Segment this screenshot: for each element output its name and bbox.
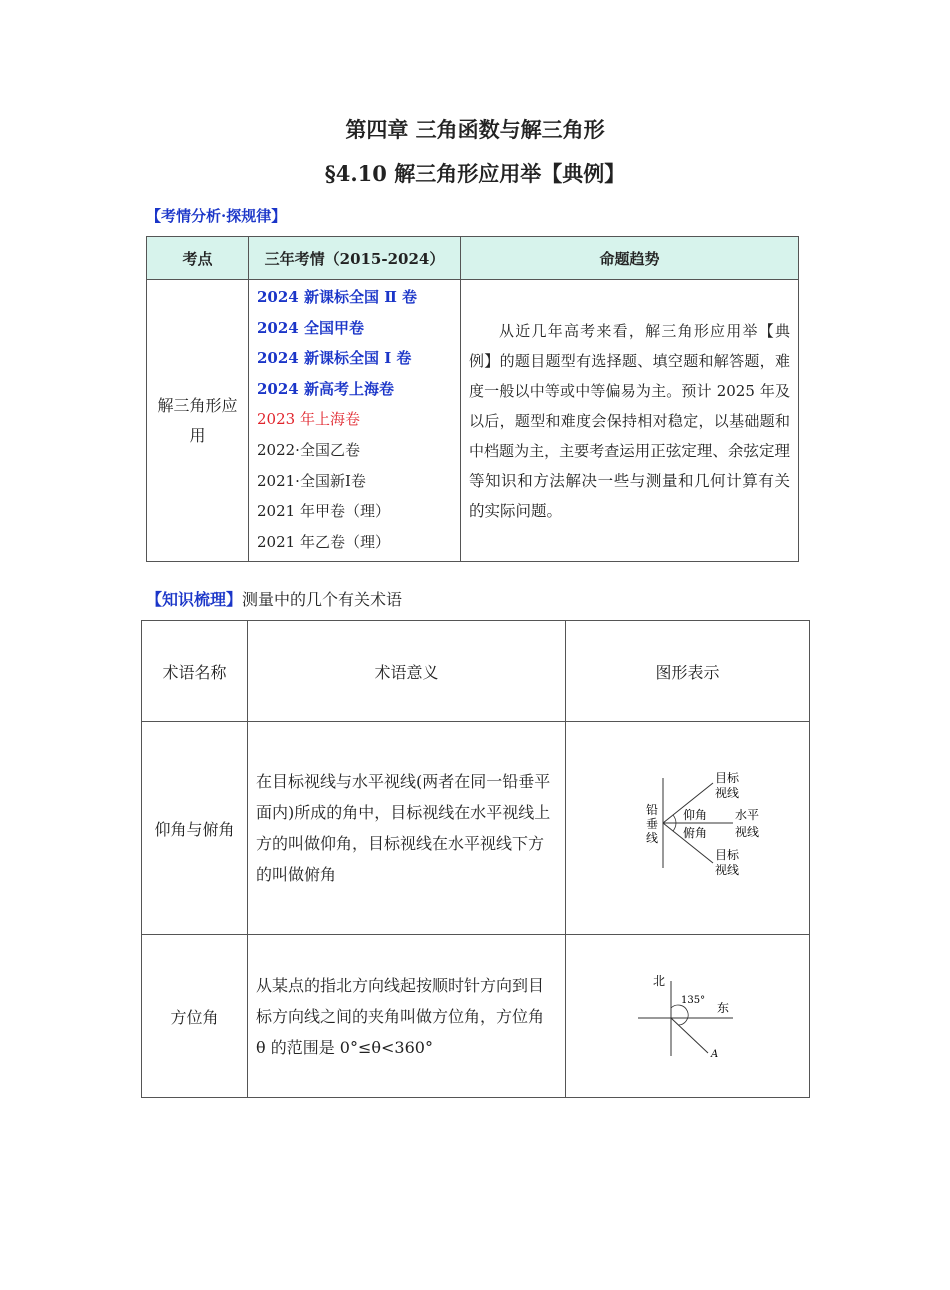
azimuth-diagram bbox=[633, 971, 743, 1061]
term-name: 仰角与俯角 bbox=[142, 722, 248, 935]
chapter-title: 第四章 三角函数与解三角形 bbox=[345, 117, 605, 142]
year-item: 2024 新课标全国 Ⅱ 卷 bbox=[257, 288, 418, 306]
analysis-heading: 【考情分析·探规律】 bbox=[146, 207, 287, 225]
vertical-label-char: 线 bbox=[645, 831, 658, 845]
header-trend: 命题趋势 bbox=[461, 237, 799, 280]
exam-point: 解三角形应用 bbox=[157, 395, 238, 445]
term-meaning: 在目标视线与水平视线(两者在同一铅垂平面内)所成的角中，目标视线在水平视线上方的叫做仰角，目标视线在水平视线下方的叫做俯角 bbox=[248, 722, 566, 935]
exam-point-cell bbox=[147, 280, 249, 562]
elevation-arc bbox=[673, 815, 676, 823]
header-term-name: 术语名称 bbox=[142, 621, 248, 722]
term-row bbox=[142, 722, 810, 935]
year-item: 2021 年乙卷（理） bbox=[257, 532, 390, 551]
terms-table bbox=[141, 620, 810, 1098]
year-item: 2024 新课标全国 Ⅰ 卷 bbox=[257, 349, 412, 368]
knowledge-text: 测量中的几个有关术语 bbox=[242, 590, 403, 609]
azimuth-figure-cell bbox=[566, 935, 810, 1098]
term-name: 方位角 bbox=[142, 935, 248, 1098]
depression-arc bbox=[673, 823, 676, 831]
direction-line bbox=[671, 1018, 708, 1053]
mid-label: 视线 bbox=[734, 825, 759, 839]
top-label: 目标 bbox=[714, 771, 739, 785]
year-item: 2024 新高考上海卷 bbox=[257, 379, 394, 398]
year-item: 2021 年甲卷（理） bbox=[257, 502, 390, 521]
header-term-meaning: 术语意义 bbox=[248, 621, 566, 722]
section-title: §4.10 解三角形应用举【典例】 bbox=[324, 161, 626, 186]
vertical-label-char: 铅 bbox=[645, 803, 658, 817]
point-label: A bbox=[710, 1049, 718, 1060]
azimuth-arc bbox=[671, 1005, 688, 1025]
header-years: 三年考情（2015-2024） bbox=[249, 237, 461, 280]
angle-label: 135° bbox=[680, 995, 705, 1006]
knowledge-heading bbox=[146, 587, 402, 610]
trend-cell bbox=[461, 280, 799, 562]
years-cell bbox=[249, 280, 461, 562]
vertical-label-char: 垂 bbox=[645, 817, 658, 831]
knowledge-tag: 【知识梳理】 bbox=[146, 590, 243, 609]
bottom-label: 视线 bbox=[714, 863, 739, 877]
elevation-label: 仰角 bbox=[682, 808, 707, 822]
elevation-depression-diagram bbox=[613, 768, 763, 888]
header-point: 考点 bbox=[147, 237, 249, 280]
year-item: 2022·全国乙卷 bbox=[257, 440, 360, 459]
trend-part2: 运用正弦定理、余弦定理等知识和方法解决一些与测量和几何计算有关的实际问题。 bbox=[469, 441, 790, 520]
top-label: 视线 bbox=[714, 786, 739, 800]
header-term-figure: 图形表示 bbox=[566, 621, 810, 722]
trend-text bbox=[469, 316, 790, 526]
terms-header-row bbox=[142, 621, 810, 722]
analysis-table bbox=[146, 236, 799, 562]
bottom-label: 目标 bbox=[714, 848, 739, 862]
mid-label: 水平 bbox=[734, 808, 759, 822]
term-meaning: 从某点的指北方向线起按顺时针方向到目标方向线之间的夹角叫做方位角，方位角 θ 的范围是 0°≤θ<360° bbox=[248, 935, 566, 1098]
analysis-header-row bbox=[147, 237, 799, 280]
term-row bbox=[142, 935, 810, 1098]
elevation-figure-cell bbox=[566, 722, 810, 935]
year-item: 2021·全国新Ⅰ卷 bbox=[257, 471, 366, 490]
trend-part1: 从近几年高考来看，解三角形应用举【典例】的题目题型有选择题、填空题和解答题，难度一般以中等或中等偏易为主。预计 2025 年及以后，题型和难度会保持相对稳定，以基础题和中档题为主，主要考查 bbox=[469, 321, 790, 460]
year-item: 2024 全国甲卷 bbox=[257, 318, 364, 337]
east-label: 东 bbox=[716, 1001, 729, 1015]
north-label: 北 bbox=[652, 974, 665, 988]
depression-label: 俯角 bbox=[682, 826, 707, 840]
analysis-row bbox=[147, 280, 799, 562]
year-item: 2023 年上海卷 bbox=[257, 410, 360, 429]
